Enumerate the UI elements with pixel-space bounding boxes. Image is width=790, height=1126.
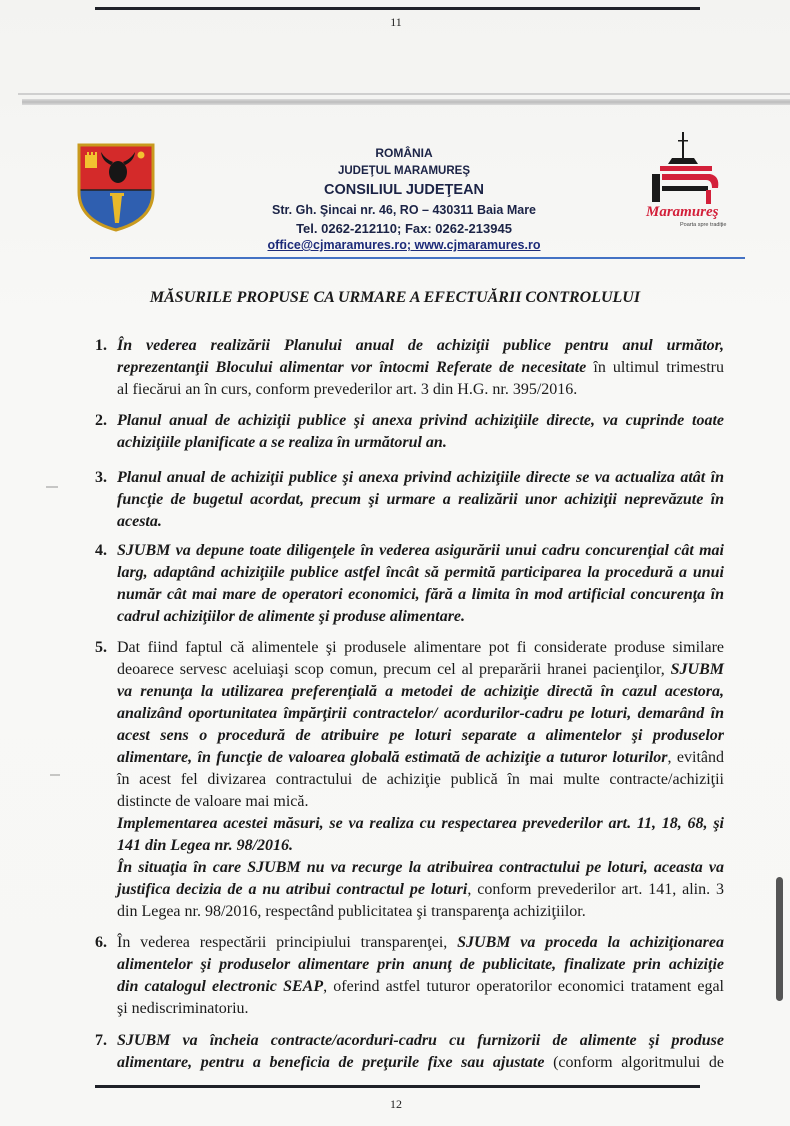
text-line xyxy=(117,747,724,769)
measure-paragraph xyxy=(117,540,724,628)
body-text: şi nediscriminatoriu. xyxy=(117,1000,249,1017)
page-break-line xyxy=(18,93,790,95)
body-text: , oferind astfel tuturor operatorilor economici tratament egal xyxy=(323,978,725,995)
document-title: MĂSURILE PROPUSE CA URMARE A EFECTUĂRII CONTROLULUI xyxy=(149,289,641,306)
measures-list xyxy=(0,335,790,1074)
text-line xyxy=(117,932,724,954)
emphasized-text: analizând oportunitatea împărţirii contractelor/ acordurilor-cadru pe loturi, demarând în xyxy=(117,705,724,722)
text-line xyxy=(117,901,724,923)
measure-item-7 xyxy=(0,1030,790,1074)
text-line xyxy=(117,976,724,998)
text-line xyxy=(117,1030,724,1052)
measure-paragraph xyxy=(117,857,724,923)
body-text: în acest fel divizarea contractului de achiziţie publică în mai multe contracte/achiziţii xyxy=(117,771,724,788)
measure-paragraph xyxy=(117,637,724,813)
website-link[interactable]: www.cjmaramures.ro xyxy=(414,238,541,252)
measure-item-1 xyxy=(0,335,790,401)
measure-number: 4. xyxy=(95,542,107,559)
measure-text xyxy=(117,1030,724,1074)
emphasized-text: SJUBM va proceda la achiziţionarea xyxy=(457,934,725,951)
measure-text xyxy=(117,637,724,923)
emphasized-text: Implementarea acestei măsuri, se va realiza cu respectarea prevederilor art. 11, 18, 68, şi xyxy=(117,815,724,832)
emphasized-text: SJUBM va depune toate diligenţele în vederea asigurării unui cadru concurenţial cât mai xyxy=(117,542,724,559)
page-number-bottom: 12 xyxy=(390,1097,402,1111)
text-line xyxy=(117,681,724,703)
text-line xyxy=(117,379,724,401)
emphasized-text: În vederea realizării Planului anual de achiziţii publice pentru anul următor, xyxy=(117,337,724,354)
text-line xyxy=(117,562,724,584)
measure-paragraph xyxy=(117,813,724,857)
header-phone: Tel. 0262-212110; Fax: 0262-213945 xyxy=(296,221,512,236)
text-line xyxy=(117,659,724,681)
measure-text xyxy=(117,932,724,1020)
body-text: deoarece servesc aceluiaşi scop comun, precum cel al preparării hranei pacienţilor, xyxy=(117,661,671,678)
page-bottom-rule xyxy=(95,1085,700,1088)
emphasized-text: va renunţa la utilizarea preferenţială a metodei de achiziţie directă în cazul acestora, xyxy=(117,683,724,700)
emphasized-text: larg, adaptând achiziţiile publice astfel încât să permită participarea la procedură a unui xyxy=(117,564,724,581)
measure-number: 1. xyxy=(95,337,107,354)
measure-item-3 xyxy=(0,467,790,533)
emphasized-text: acest sens o procedură de atribuire pe loturi separate a alimentelor şi produselor xyxy=(117,727,724,744)
body-text: din Legea nr. 98/2016, respectând publicitatea şi transparenţa achiziţiilor. xyxy=(117,903,586,920)
text-line xyxy=(117,335,724,357)
emphasized-text: număr cât mai mare de operatori economici, fără a limita în mod artificial concurenţa în xyxy=(117,586,724,603)
text-line xyxy=(117,540,724,562)
header-contact xyxy=(244,237,564,254)
measure-paragraph xyxy=(117,335,724,401)
text-line xyxy=(117,879,724,901)
text-line xyxy=(117,813,724,835)
body-text: (conform algoritmului de xyxy=(544,1054,725,1071)
measure-paragraph xyxy=(117,467,724,533)
emphasized-text: SJUBM va încheia contracte/acorduri-cadru cu furnizorii de alimente şi produse xyxy=(117,1032,724,1049)
text-line xyxy=(117,410,724,432)
page-number-top: 11 xyxy=(390,15,402,29)
emphasized-text: 141 din Legea nr. 98/2016. xyxy=(117,837,294,854)
body-text: în ultimul trimestru xyxy=(586,359,725,376)
measure-item-2 xyxy=(0,410,790,454)
logo-name: Maramureş xyxy=(646,204,719,220)
text-line xyxy=(117,606,724,628)
measure-text xyxy=(117,410,724,454)
emphasized-text: acesta. xyxy=(117,513,162,530)
measure-number: 6. xyxy=(95,934,107,951)
header-council: CONSILIUL JUDEŢEAN xyxy=(323,182,485,198)
emphasized-text: cadrul achiziţiilor de alimente şi produse alimentare. xyxy=(117,608,466,625)
text-line xyxy=(117,857,724,879)
body-text: distincte de valoare mai mică. xyxy=(117,793,309,810)
text-line xyxy=(117,725,724,747)
emphasized-text: alimentare, în funcţie de valoarea globală estimată de achiziţie a tuturor loturilor xyxy=(117,749,668,766)
measure-item-4 xyxy=(0,540,790,628)
emphasized-text: din catalogul electronic SEAP xyxy=(117,978,324,995)
emphasized-text: În situaţia în care SJUBM nu va recurge la atribuirea contractului pe loturi, aceasta va xyxy=(117,859,724,876)
text-line xyxy=(117,703,724,725)
emphasized-text: Planul anual de achiziţii publice şi anexa privind achiziţiile directe se va actualiza atât în xyxy=(117,469,724,486)
measure-number: 3. xyxy=(95,469,107,486)
header-country: ROMÂNIA xyxy=(375,146,433,160)
page-break-shadow xyxy=(22,99,790,105)
body-text: Dat fiind faptul că alimentele şi produsele alimentare pot fi considerate produse similare xyxy=(117,639,724,656)
contact-separator: ; xyxy=(406,238,415,252)
measure-text xyxy=(117,540,724,628)
text-line xyxy=(117,1052,724,1074)
emphasized-text: SJUBM xyxy=(670,661,724,678)
emphasized-text: Planul anual de achiziţii publice şi anexa privind achiziţiile directe, va cuprinde toate xyxy=(117,412,724,429)
header-county: JUDEŢUL MARAMUREŞ xyxy=(337,165,471,177)
measure-text xyxy=(117,467,724,533)
measure-paragraph xyxy=(117,932,724,1020)
text-line xyxy=(117,489,724,511)
measure-text xyxy=(117,335,724,401)
text-line xyxy=(117,511,724,533)
measure-item-5 xyxy=(0,637,790,923)
scan-mark xyxy=(50,774,60,776)
body-text: În vederea respectării principiului transparenţei, xyxy=(117,934,458,951)
measure-paragraph xyxy=(117,410,724,454)
logo-tagline: Poarta spre tradiţie xyxy=(680,222,727,228)
header-address: Str. Gh. Şincai nr. 46, RO – 430311 Baia Mare xyxy=(271,203,537,217)
body-text: , evitând xyxy=(667,749,725,766)
body-text: al fiecărui an în curs, conform prevederilor art. 3 din H.G. nr. 395/2016. xyxy=(117,381,578,398)
scan-mark xyxy=(46,486,58,488)
scrollbar-thumb[interactable] xyxy=(776,877,783,1001)
measure-number: 5. xyxy=(95,639,107,656)
header-divider xyxy=(90,257,745,259)
text-line xyxy=(117,467,724,489)
measure-number: 2. xyxy=(95,412,107,429)
measure-paragraph xyxy=(117,1030,724,1074)
institution-header xyxy=(244,144,564,254)
emphasized-text: achiziţiile planificate a se realiza în următorul an. xyxy=(117,434,447,451)
emphasized-text: alimentelor şi produselor alimentare prin anunţ de publicitate, finalizate prin achiziţie xyxy=(117,956,724,973)
text-line xyxy=(117,769,724,791)
text-line xyxy=(117,998,724,1020)
body-text: , conform prevederilor art. 141, alin. 3 xyxy=(467,881,725,898)
emphasized-text: justifica decizia de a nu atribui contractul pe loturi xyxy=(117,881,468,898)
text-line xyxy=(117,954,724,976)
emphasized-text: funcţie de bugetul acordat, precum şi urmare a realizării unor achiziţii neprevăzute în xyxy=(117,491,724,508)
text-line xyxy=(117,584,724,606)
county-coat-of-arms xyxy=(74,140,158,234)
measure-number: 7. xyxy=(95,1032,107,1049)
emphasized-text: reprezentanţii Blocului alimentar vor întocmi Referate de necesitate xyxy=(117,359,587,376)
measure-item-6 xyxy=(0,932,790,1020)
text-line xyxy=(117,835,724,857)
maramures-logo xyxy=(632,130,742,230)
email-link[interactable]: office@cjmaramures.ro xyxy=(267,238,407,252)
emphasized-text: alimentare, pentru a beneficia de preţurile fixe sau ajustate xyxy=(117,1054,545,1071)
page-top-rule xyxy=(95,7,700,10)
text-line xyxy=(117,357,724,379)
text-line xyxy=(117,791,724,813)
text-line xyxy=(117,432,724,454)
text-line xyxy=(117,637,724,659)
